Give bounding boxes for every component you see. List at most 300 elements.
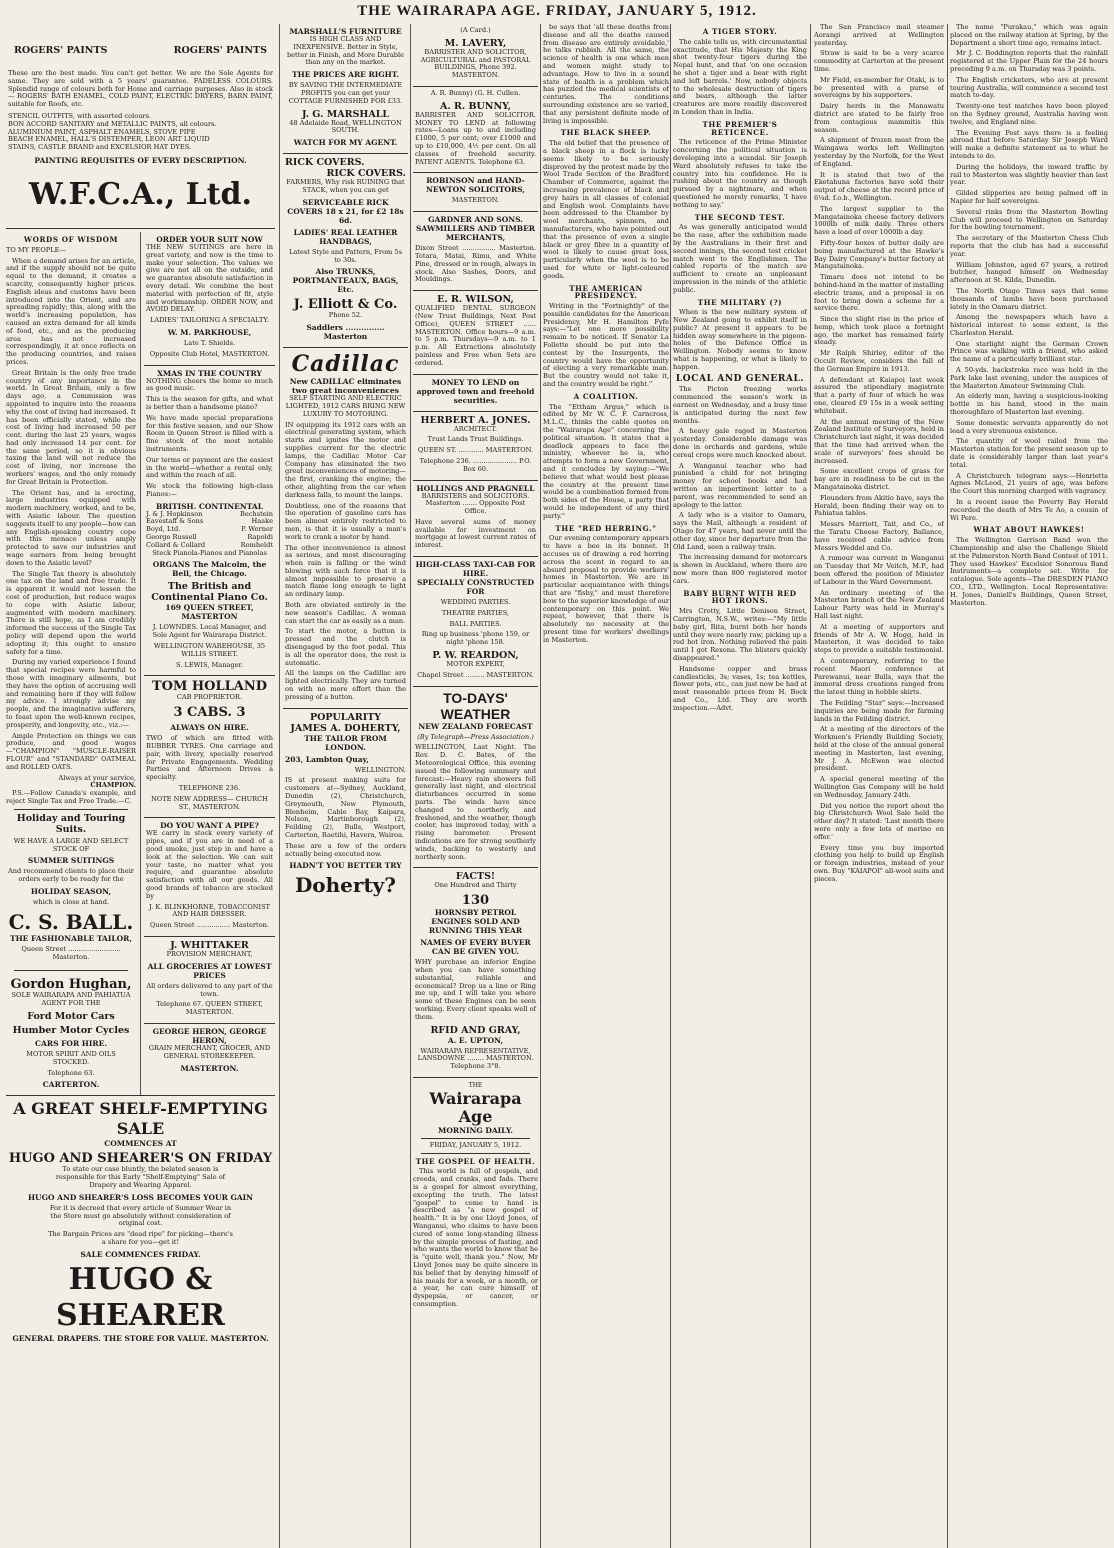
parkhouse-addr: Opposite Club Hotel, MASTERTON.: [149, 349, 270, 358]
baby-body: Handsome copper and brass candlesticks, 3s; vases, 1s; tea kettles, flower pots, etc., can just now be had at most reasonable prices from H. Bock and Co., Ltd. They are worth inspection.—Advt.: [673, 664, 807, 712]
cadillac-sub: SELF STARTING AND ELECTRIC LIGHTED, 1912 CARS BRING NEW LUXURY TO MOTORING.: [285, 394, 406, 418]
local-para: A Christchurch telegram says:—Henrietta Agnes McLeod, 21 years of age, was before the Court this morning charged with vagrancy.: [950, 471, 1108, 496]
doherty-big: Doherty?: [294, 873, 397, 898]
doherty-ad: [283, 709, 408, 901]
rfid-name: RFID AND GRAY,: [430, 1024, 521, 1036]
marshall-heading: MARSHALL'S FURNITURE: [289, 27, 402, 36]
age-sub: MORNING DAILY.: [438, 1125, 513, 1135]
order-body: THE NEW SUITINGS are here in great variety, and now is the time to make your selection. The values we give are not all on the outside, and we guarantee absolute satisfaction in every detail. We combine the best material with perfection of fit, style and workmanship. ORDER NOW, and AVOID DELAY.: [146, 242, 273, 314]
column-4: [543, 24, 669, 1546]
black-sheep-body: The old belief that the presence of a black sheep in a flock is lucky seems likely to be seriously disproved by the protest made by the Wool Trade Section of the Bradford Chamber of Commerce, against the increasing prevalence of black and grey hairs in all classes of colonial and English wool. Complaints have been addressed to the Chamber by wool merchants, spinners, and manufacturers, who have pointed out that the presence of even a single black or grey fibre in a quantity of wool is likely to cause great loss, particularly when the wool is to be used for white or light-coloured goods.: [543, 139, 669, 280]
cadillac-logo: Cadillac: [291, 351, 400, 378]
lavery-body: BARRISTER AND SOLICITOR, AGRICULTURAL and PASTORAL BUILDINGS, Phone 392. MASTERTON.: [420, 47, 531, 80]
wisdom-para: Ample Protection on things we can produce, and good wages—"CHAMPION" "MUSCLE-RAISER FLOUR" and "STANDARD" OATMEAL and ROLLED OATS.: [6, 731, 136, 771]
gardner-name: GARDNER AND SONS. SAWMILLERS AND TIMBER MERCHANTS,: [415, 215, 536, 243]
wilson-body: QUALIFIED DENTAL SURGEON (New Trust Buildings, Next Post Office), QUEEN STREET ...... MASTERTON. Office hours—9 a.m. to 5 p.m. Thursdays—9 a.m. to 1 p.m. All Extractions absolutely painless and Free when Sets are ordered.: [415, 304, 536, 367]
local-para: It is stated that two of the Eketahuna factories have sold their output of cheese at the record price of 6¼d. f.o.b., Wellington.: [814, 170, 944, 202]
doherty-body: These are a few of the orders actually being executed now.: [285, 841, 406, 858]
local-para: Mr J. C. Boddington reports that the rainfall registered at the Upper Plain for the 24 hours preceding 9 a.m. on Thursday was 3 points.: [950, 49, 1108, 73]
wisdom-sign: Always at your service,: [58, 773, 136, 782]
suitings-line: And recommend clients to place their orders early to be ready for the: [8, 867, 134, 884]
piano-british: George Russell: [146, 533, 197, 542]
article-continuation: be says that 'all these deaths from disease and all the deaths caused from disease are entirely avoidable,' he talks rubbish. All the same, the science of health is one which men and women might study to advantage. How to live in a sound state of health is a problem which has puzzled the medical scientists of centuries. The conditions surrounding existence are so varied, that any persistent definite mode of living is impossible.: [543, 24, 669, 125]
marshall-prices: THE PRICES ARE RIGHT.: [292, 70, 399, 80]
csball-name: C. S. BALL.: [8, 909, 134, 934]
bunny-name: A. R. BUNNY,: [439, 100, 512, 112]
local-para: A 50-yds. backstroke race was held in the Park lake last evening, under the auspices of the Masterton Amateur Swimming Club.: [950, 366, 1108, 390]
order-suit-ad: [144, 232, 275, 366]
second-test-body: As was generally anticipated would be the case, after the exhibition made by the Australians in their first and second innings, the second test cricket match went to the Englishmen. The cabled reports of the match are sufficient to create an unpleasant impression in the minds of the athletic public.: [673, 223, 807, 294]
marshall-watch: WATCH FOR MY AGENT.: [293, 138, 398, 148]
divider: [14, 970, 128, 971]
whittaker-line: ALL GROCERIES AT LOWEST PRICES: [147, 961, 272, 980]
hawkes-heading: WHAT ABOUT HAWKES!: [973, 525, 1085, 535]
facts-heading: FACTS!: [455, 871, 496, 883]
organs: ORGANS The Malcolm, the Bell, the Chicago.: [152, 560, 267, 579]
age-date: FRIDAY, JANUARY 5, 1912.: [429, 1140, 522, 1149]
facts-line: One Hundred and Thirty: [434, 881, 517, 890]
weather-sub: NEW ZEALAND FORECAST: [418, 721, 533, 731]
suitings-line: SUMMER SUITINGS: [27, 856, 115, 866]
marshall-body: BY SAVING THE INTERMEDIATE PROFITS you can get your COTTAGE FURNISHED FOR £33.: [288, 81, 403, 105]
rogers-list-item: BON ACCORD SANITARY and METALLIC PAINTS, all colours.: [8, 119, 217, 128]
gordon-line: Telephone 63.: [47, 1068, 95, 1077]
heron-name: GEORGE HERON, GEORGE HERON,: [152, 1026, 267, 1045]
column-rule: [410, 24, 411, 1548]
baby-heading: BABY BURNT WITH RED HOT IRONS.: [683, 588, 797, 606]
xmas-ad: [144, 366, 275, 677]
column-5: [673, 24, 807, 1546]
reardon-line: Chapel Street ......... MASTERTON.: [417, 670, 534, 679]
hadnt-you: HADN'T YOU BETTER TRY: [289, 861, 402, 871]
sale-headline: A GREAT SHELF-EMPTYING SALE: [13, 1099, 268, 1139]
rogers-title-left: ROGERS' PAINTS: [14, 45, 108, 56]
local-para: During the holidays, the inward traffic by rail to Masterton was slightly heavier than last year.: [950, 162, 1108, 187]
local-para: Timaru does not intend to be behind-hand in the matter of installing electric trams, and a proposal is on foot to bring down a scheme for a service there.: [814, 273, 944, 313]
column-6: [814, 24, 944, 1546]
elliott-phone: Phone 52.: [328, 311, 363, 320]
coalition-heading: A COALITION.: [573, 391, 639, 401]
local-para: A defendant at Kaiapoi last week assured the stipendiary magistrate that a party of four of which he was one, cleared £9 15s in a week setting whitebait.: [814, 375, 944, 415]
column-rule: [540, 24, 541, 1548]
column-rule: [279, 24, 280, 1548]
heron-line: MASTERTON.: [180, 1063, 239, 1073]
hugo-logo: HUGO & SHEARER: [56, 1261, 225, 1333]
column-1: [6, 24, 275, 1546]
rogers-list-item: STAINS, CASTLE BRAND and EXCELSIOR HAT DYES.: [8, 143, 192, 152]
hollings-card: [413, 481, 538, 558]
lavery-name: M. LAVERY,: [444, 37, 507, 49]
column-3: [413, 24, 538, 1546]
local-para: A heavy gale raged in Masterton yesterday. Considerable damage was done in orchards and gardens, while cereal crops were much knocked about.: [673, 427, 807, 459]
bcp-wgtn: WELLINGTON WAREHOUSE, 35 WILLIS STREET.: [153, 642, 266, 658]
doherty-name: JAMES A. DOHERTY,: [290, 722, 401, 734]
local-para: A rumour was current in Wanganui on Tuesday that Mr Veitch, M.P., had been offered the position of Minister of Labour in the Ward Government.: [814, 554, 944, 586]
reardon-name: P. W. REARDON,: [432, 650, 519, 662]
local-para: At a meeting of supporters and friends of Mr A. W. Hogg, held in Masterton, it was decided to take steps to provide a suitable testimonial.: [814, 622, 944, 655]
local-para: A lady who is a visitor to Oamaru, says the Mail, although a resident of Otago for 47 years, had never until the other day, since her departure from the Old Land, seen a railway train.: [673, 511, 807, 551]
local-heading: LOCAL AND GENERAL.: [675, 373, 805, 384]
facts-line: NAMES OF EVERY BUYER CAN BE GIVEN YOU.: [420, 938, 531, 957]
taxi-line: WEDDING PARTIES.: [440, 598, 511, 607]
weather-body: WELLINGTON, Last Night. The Rev. D. C. Bates, of the Meteorological Office, this evening issued the following summary and forecast:—Heavy rain showers fell generally last night, and electrical disturbances occurred in some parts. The winds have since changed to northerly, and freshened, and the weather, though cooler, has improved today, with a rising barometer. Present indications are for strong southerly winds, backing to westerly and northerly soon.: [415, 743, 536, 861]
tom-body: TWO of which are fitted with RUBBER TYRES. One carriage and pair, with livery, specially reserved for Private Engagements. Wedding Parties and Afternoon Drives a specialty.: [146, 734, 273, 782]
reticence-heading: THE PREMIER'S RETICENCE.: [702, 119, 778, 137]
cadillac-para: IN equipping its 1912 cars with an electrical generating system, which starts and ignites the motor and supplies current for the electric lamps, the Cadillac Motor Car Company has eliminated the two great inconveniences of motoring—the first, cranking the engine; the other, alighting from the car when darkness falls, to mount the lamps.: [285, 420, 406, 499]
parkhouse-sub: Late T. Shields.: [183, 338, 236, 347]
pipe-heading: DO YOU WANT A PIPE?: [160, 821, 259, 831]
american-heading: THE AMERICAN PRESIDENCY.: [569, 283, 643, 301]
local-para: Every time you buy imported clothing you help to build up English or foreign industries, instead of your own. Buy "KAIAPOI" all-wool suits and pieces.: [814, 843, 944, 883]
bcp-lewis: S. LEWIS, Manager.: [175, 660, 244, 669]
order-heading: ORDER YOUR SUIT NOW: [156, 234, 263, 244]
whittaker-line: PROVISION MERCHANT,: [166, 949, 253, 958]
gospel-body: This world is full of gospels, and creeds, and cranks, and fads. There is a gospel for almost everything, excepting the truth. The latest "gospel" to come to hand is described as "a new gospel of health." It is by one Lloyd Jones, of Wanganui, who claims to have been cured of some long-standing illness by the simple process of fasting, and who wants the world to know that he is "quite well, thank you." Now, Mr Lloyd Jones may be quite sincere in his belief that by denying himself of his meals for a week, or a month, or a year, he can cure himself of dyspepsia, or cancer, or consumption.: [413, 1167, 538, 1308]
jones-line: Telephone 236. ..................... P.O. Box 60.: [419, 456, 532, 473]
suitings-line: HOLIDAY SEASON,: [30, 886, 112, 896]
piano-continental: Romheldt: [240, 540, 273, 549]
rogers-list-item: ALUMINIUM PAINT, ASPHALT ENAMELS, STOVE PIPE: [8, 127, 196, 136]
reardon-line: MOTOR EXPERT,: [446, 660, 505, 669]
piano-british: Collard & Collard: [146, 540, 206, 549]
sale-store: HUGO AND SHEARER'S ON FRIDAY: [8, 1151, 273, 1167]
rick-heading: RICK COVERS.: [326, 168, 406, 180]
doherty-sub: THE TAILOR FROM LONDON.: [304, 733, 387, 752]
local-para: At the annual meeting of the New Zealand Institute of Surveyors, held in Christchurch last night, it was decided that the time had arrived when the scale of surveyors' fees should be increased.: [814, 417, 944, 465]
wisdom-sign-name: CHAMPION.: [90, 781, 136, 790]
wisdom-para: When a demand arises for an article, and if the supply should not be quite equal to the demand, it creates a scarcity, consequently higher prices. English ideas and customs have been introduced into the Orient, and are spreading rapidly; this, along with the world's increasing population, has caused an extra demand for all kinds of food, etc., and as the producing area has not increased correspondingly, it at once reflects on the producing countries, and raises prices.: [6, 256, 136, 366]
gordon-line: Ford Motor Cars: [27, 1010, 115, 1022]
doherty-addr: 203, Lambton Quay,: [285, 754, 369, 764]
holiday-heading: Holiday and Touring Suits.: [16, 812, 126, 835]
wisdom-sub: TO MY PEOPLE—: [6, 245, 66, 254]
gordon-ad: [6, 974, 136, 1095]
local-para: Mr Field, ex-member for Otaki, is to be presented with a purse of sovereigns by his supporters.: [814, 75, 944, 100]
suitings-line: which is close at hand.: [32, 897, 110, 906]
local-para: Messrs Marriott, Tait, and Co., of the Taratu Cheese Factory, Ballance, have received cable advice from Messrs Weddel and Co.: [814, 520, 944, 552]
whittaker-ad: [144, 937, 275, 1024]
rogers-body: These are the best made. You can't get better. We are the Sole Agents for same. They are sold with a 5 years' guarantee. FADELESS COLOURS. Splendid range of colours both for Home and carriage purposes. Also in stock — ROGERS' BATH ENAMEL, COLD PAINT, ELECTRIC DRYERS, BARN PAINT, suitable for Roofs, etc.: [8, 69, 273, 109]
cadillac-para: To start the motor, a button is pressed and the clutch is disengaged by the foot pedal. This is all the operator does, the rest is automatic.: [285, 627, 406, 667]
military-heading: THE MILITARY (?): [697, 297, 783, 307]
gordon-name: Gordon Hughan,: [10, 977, 132, 993]
sale-body: To state our case bluntly, the belated season is responsible for this Early "Shelf-Emptying" Sale of Drapery and Wearing Apparel.: [55, 1165, 226, 1189]
hollings-line: BARRISTERS and SOLICITORS. Masterton ....... Opposite Post Office.: [421, 491, 530, 516]
suitings-ad: [6, 835, 136, 968]
bcp-addr: 169 QUEEN STREET, MASTERTON: [165, 603, 254, 622]
local-para: The increasing demand for motorcars is shown in Auckland, where there are now more than 800 registered motor cars.: [673, 553, 807, 585]
tom-line: CAB PROPRIETOR.: [176, 693, 243, 702]
wfca-logo: W.F.C.A., Ltd.: [29, 176, 252, 212]
local-para: An ordinary meeting of the Masterton branch of the New Zealand Labour Party was held in Murray's Hall last night.: [814, 588, 944, 620]
gordon-line: CARS FOR HIRE.: [35, 1038, 107, 1048]
pipe-ad: [144, 818, 275, 937]
local-para: Some domestic servants apparently do not lead a very strenuous existence.: [950, 418, 1108, 435]
tom-line: TELEPHONE 236.: [178, 784, 241, 793]
masthead: THE WAIRARAPA AGE. FRIDAY, JANUARY 5, 1912.: [357, 3, 757, 19]
marshall-addr: 48 Adelaide Road, WELLINGTON SOUTH.: [289, 118, 402, 135]
herring-body: Our evening contemporary appears to have a bee in its bonnet. It accuses us of drawing a red herring across the scent in regard to an absurd proposal to provide workers' homes in Masterton. We are in particular acquaintance with things that are "fishy," and must therefore bow to the superior knowledge of our contemporary on this point. We repeat, however, that there is absolutely no necessity at the present time for workers' dwellings in Masterton.: [543, 534, 669, 644]
local-para: One starlight night the German Crown Prince was walking with a friend, who asked the name of a particularly brilliant star.: [950, 339, 1108, 364]
cadillac-para: The other inconvenience is almost as serious, and most discouraging when rain is falling or the wind blowing with such force that it is almost impossible to preserve a match flame long enough to light an ordinary lamp.: [285, 543, 406, 599]
xmas-body: Our terms or payment are the easiest in the world—whether a rental only, and within the reach of all.: [146, 455, 273, 480]
tom-line: NOTE NEW ADDRESS— CHURCH ST., MASTERTON.: [151, 794, 268, 811]
local-para: The largest supplier to the Mangatainoka cheese factory delivers 1000lb of milk daily. Three others have a load of over 1000lb a day.: [814, 204, 944, 237]
wisdom-ps: P.S.—Follow Canada's example, and reject Single Tax and Free Trade.—C.: [6, 789, 136, 805]
sale-loss: HUGO AND SHEARER'S LOSS BECOMES YOUR GAIN: [27, 1192, 254, 1202]
pianos-steck: Steck Pianola-Pianos and Pianolas: [152, 548, 267, 557]
cadillac-para: All the lamps on the Cadillac are lighted electrically. They are turned on with no more effort than the pressing of a button.: [285, 669, 406, 701]
hornsby-ad: [413, 868, 538, 1078]
rick-serv: SERVICEABLE RICK COVERS 18 x 21, for £2 18s 6d.: [287, 197, 404, 225]
local-para: A shipment of frozen meat from the Waingawa works left Wellington yesterday by the Norfolk, for the West of England.: [814, 136, 944, 168]
bcp-name: The British and Continental Piano Co.: [151, 581, 268, 604]
tiger-heading: A TIGER STORY.: [702, 27, 778, 36]
column-2: [283, 24, 408, 1546]
facts-number: 130: [461, 893, 490, 909]
money-body: MONEY TO LEND on approved town and freehold securities.: [416, 377, 535, 405]
piano-continental: Rapoldi: [247, 533, 273, 542]
cadillac-heading: New CADILLAC eliminates two great inconveniences: [289, 377, 402, 396]
local-para: A contemporary, referring to the recent Maori conference at Parewanui, near Bulls, says that the immoral dress creations ranged from the latest thing in hobble skirts.: [814, 656, 944, 697]
wisdom-para: Great Britain is the only free trade country of any importance in the world. In Great Britain, only a few days ago, a Commission was appointed to inquire into the reasons why the cost of living had increased. It has been officially stated, while the cost of living had increased 50 per cent. during the last 25 years, wages had only increased 14 per cent. for the same period, so it is obvious taxing the land will not reduce the cost of living, nor increase the workers' wages, and the only remedy for Great Britain is Protection.: [6, 368, 136, 486]
local-para: Mr Ralph Shirley, editor of the Occult Review, considers the fall of the German Empire in 1913.: [814, 349, 944, 373]
taxi-line: SPECIALLY CONSTRUCTED FOR: [416, 578, 534, 597]
pianos-title: BRITISH. CONTINENTAL: [155, 501, 264, 511]
rogers-list-item: STENCIL OUTFITS, with assorted colours.: [8, 111, 152, 120]
sale-body: The Bargain Prices are "dead ripe" for picking—there's a share for you—get it!: [48, 1230, 233, 1246]
wisdom-heading: WORDS OF WISDOM: [23, 234, 119, 244]
military-body: When is the new military system of New Zealand going to exhibit itself in public? At present it appears to be hidden away somewhere in the pigeon-holes of the Defence Office in Wellington. Nobody seems to know what is happening, or what is likely to happen.: [673, 308, 807, 371]
gordon-line: Humber Motor Cycles: [12, 1024, 130, 1036]
tiger-body: The cable tells us, with circumstantial exactitude, that His Majesty the King shot twenty-four tigers during the Nepal hunt, and that 'on one occasion he shot a tiger and a bear with right and left barrels.' Now, nobody objects to the wholesale destruction of tigers and bears, although the latter creatures are more readily discovered in London than in India.: [673, 37, 807, 116]
american-body: Writing in the "Fortnightly" of the possible candidates for the American Presidency, Mr H. Hamilton Fyfe says:—"Let one more possibility remain to be noticed. If Senator La Follette should be put into the contest by the Insurgents, the country would have the opportunity of electing a very remarkable man. But the country would not take it, and the country would be right.": [543, 302, 669, 389]
wisdom-para: The Orient has, and is erecting, large industries equipped with modern machinery, worked, and to be, with Asiatic labour. The question suggests itself to any people—how can any English-speaking country cope with this menace unless amply protected to save our industries and wage earners from being brought down to the Asiatic level?: [6, 488, 136, 567]
ladies-bags: LADIES' REAL LEATHER HANDBAGS,: [293, 227, 398, 246]
local-para: The name "Purakau," which was again placed on the railway station at Spring, by the Department a short time ago, remains intact.: [950, 24, 1108, 47]
hollings-body: Have several sums of money available for investment on mortgage at lowest current rates of interest.: [415, 517, 536, 550]
doherty-body: IS at present making suits for customers at—Sydney, Auckland, Dunedin (2), Christchurch, Greymouth, New Plymouth, Blenheim, Cable Bay, Kaipara, Nelson, Martinborough (2), Feilding (2), Bulls, Westport, Carterton, Raetihi, Havera, Wairoa.: [285, 776, 406, 840]
rogers-list-item: BEACH ENAMEL, HALL'S DISTEMPER, LEON ART LIQUID: [8, 135, 210, 144]
whittaker-name: J. WHITTAKER: [170, 939, 249, 951]
gordon-line: CARTERTON.: [42, 1080, 100, 1090]
local-para: A special general meeting of the Wellington Gas Company will be held on Wednesday, January 24th.: [814, 775, 944, 799]
bcp-mgr: J. LOWNDES. Local Manager, and Sole Agent for Wairarapa District.: [152, 623, 267, 640]
column-rule: [810, 24, 811, 1548]
jones-line: QUEEN ST. ............ MASTERTON.: [417, 446, 534, 455]
xmas-heading: XMAS IN THE COUNTRY: [157, 368, 262, 378]
piano-british: J. & J. Hopkinson: [146, 509, 203, 518]
local-para: At a meeting of the directors of the Workmen's Friendly Building Society, held at the close of the annual general meeting in Masterton, last evening, Mr J. A. McEwen was elected president.: [814, 725, 944, 773]
jones-line: ARCHITECT.: [454, 424, 497, 433]
csball-sub: THE FASHIONABLE TAILOR,: [9, 933, 132, 943]
tom-holland-ad: [144, 676, 275, 818]
two-column-section: [6, 232, 275, 1095]
card-label: (A Card.): [460, 26, 491, 34]
local-para: Several rinks from the Masterton Bowling Club will proceed to Wellington on Saturday for the bowling tournament.: [950, 207, 1108, 232]
marshall-body: IS HIGH CLASS AND INEXPENSIVE. Better in Style, better in Finish, and More Durable than any on the market.: [286, 35, 405, 67]
taxi-heading: HIGH-CLASS TAXI-CAB FOR HIRE.: [415, 560, 536, 579]
local-para: Twenty-one test matches have been played on the Sydney ground, Australia having won twelve, and England nine.: [950, 102, 1108, 126]
local-para: William Johnston, aged 67 years, a retired butcher, hanged himself on Wednesday afternoon at St. Kilda, Dunedin.: [950, 260, 1108, 285]
xmas-body: We stock the following high-class Pianos:—: [146, 482, 273, 498]
taxi-line: Ring up business 'phone 159, or night 'phone 158.: [421, 630, 530, 647]
xmas-body: This is the season for gifts, and what is better than a handsome piano?: [146, 395, 273, 411]
piano-continental: Bechstein: [240, 509, 273, 518]
column-rule: [947, 24, 948, 1548]
taxi-ad: [413, 557, 538, 687]
local-para: The San Francisco mail steamer Aorangi arrived at Wellington yesterday.: [814, 24, 944, 47]
pipe-addr: Queen Street ................ Masterton.: [149, 921, 270, 930]
local-para: Flounders from Akitio have, says the Herald, been finding their way on to Pahiatua tables.: [814, 493, 944, 518]
rogers-title-right: ROGERS' PAINTS: [173, 45, 267, 56]
bunny-names: A. R. Bunny) (G. H. Cullen.: [430, 88, 521, 97]
age-the: THE: [468, 1081, 483, 1089]
pipe-body: WE carry in stock every variety of pipes, and if you are in need of a good smoke, just step in and have a look at the selection. We can suit your taste, no matter what you require, and guarantee absolute satisfaction with all our goods. All good brands of tobacco are stocked by: [146, 829, 273, 900]
cadillac-para: Doubtless, one of the reasons that the operation of gasoline cars has been almost entirely restricted to men, is that it is usually a man's work to crank a motor by hand.: [285, 501, 406, 541]
baby-body: Mrs Crotty, Little Denison Street, Carrington, N.S.W., writes:—"My little baby girl, Rita, burnt both her hands until they were nearly raw, picking up a red hot iron. Nothing relieved the pain until I got Rexona. The blisters quickly disappeared.": [673, 607, 807, 662]
xmas-body: NOTHING cheers the home so much as good music.: [146, 376, 273, 393]
age-nameplate: [413, 1082, 538, 1154]
gordon-line: SOLE WAIRARAPA AND PAHIATUA AGENT FOR THE: [11, 991, 131, 1008]
column-rule: [670, 24, 671, 1548]
gordon-line: MOTOR SPIRIT AND OILS STOCKED.: [26, 1049, 116, 1066]
rfid-line: A. E. UPTON,: [447, 1035, 504, 1045]
piano-continental: P. Werner: [241, 525, 273, 534]
sale-commences-friday: SALE COMMENCES FRIDAY.: [80, 1249, 201, 1259]
column-1a: [6, 232, 136, 1095]
marshall-name: J. G. MARSHALL: [301, 108, 390, 120]
cadillac-ad: [283, 348, 408, 708]
piano-british: Eavestaff & Sons: [146, 517, 204, 526]
rick-heading: RICK COVERS.: [285, 157, 365, 169]
weather-byline: (By Telegraph—Press Association.): [417, 732, 534, 741]
facts-line: HORNSBY PETROL ENGINES SOLD AND RUNNING THIS YEAR: [428, 908, 523, 936]
rick-body: FARMERS, Why risk RUINING that STACK, when you can get: [286, 178, 405, 194]
local-para: The Evening Post says there is a feeling abroad that before Saturday Sir Joseph Ward will make a definite statement as to what he intends to do.: [950, 128, 1108, 160]
robinson-addr: MASTERTON.: [451, 196, 500, 205]
rogers-list: [8, 113, 273, 152]
rogers-footer: PAINTING REQUISITES OF EVERY DESCRIPTION.: [34, 155, 247, 165]
elliott-name: J. Elliott & Co.: [293, 297, 398, 313]
local-para: Some excellent crops of grass for hay are in readiness to be cut in the Mangatainoka district.: [814, 467, 944, 492]
piano-british: Boyd, Ltd.: [146, 525, 181, 534]
local-para: An elderly man, having a suspicious-looking bottle in his hand, stood in the main thoroughfare of Masterton last evening.: [950, 392, 1108, 417]
age-title: Wairarapa Age: [429, 1088, 522, 1126]
piano-continental: Haake: [251, 517, 273, 526]
wisdom-para: The Single Tax theory is absolutely one tax on the land and free trade. It is apparent it would not lessen the cost of production, but reduce wages to cope with Asiatic labour, augmented with modern machinery. There is still hope, as I am credibly informed the success of the Single Tax policy will depend upon the world adopting it; this ought to ensure safety for a time.: [6, 569, 136, 656]
csball-addr: Queen Street ......................... Masterton.: [21, 944, 121, 961]
parkhouse-name: W. M. PARKHOUSE,: [167, 327, 252, 337]
wisdom-para: During my varied experience I found that special recipes were harmful to those with imaginary ailments, but they have the option of accrusing well and remaining here if they will follow my advice. I strongly advise my people, and the imaginative sufferers, to feast upon the well-known recipes, prosperity, and longevity, etc., viz.:—: [6, 658, 136, 729]
local-para: The Picton freezing works commenced the season's work in earnest on Wednesday, and a busy time is anticipated during the next few months.: [673, 385, 807, 425]
local-para: The quantity of wool railed from the Masterton station for the present season up to date is considerably larger than last year's total.: [950, 437, 1108, 469]
rick-covers-ad: [283, 154, 408, 348]
order-ladies: LADIES' TAILORING A SPECIALTY.: [149, 316, 270, 325]
taxi-line: THEATRE PARTIES,: [441, 608, 510, 617]
tom-line: 3 CABS. 3: [173, 705, 246, 721]
facts-body: WHY purchase an inferior Engine when you can have something substantial, reliable and economical? Drop us a line or Ring me up, and I will take you where some of these Engines can be seen working. Every client speaks well of them.: [415, 958, 536, 1021]
local-para: Did you notice the report about the big Christchurch Wool Sale held the other day? It stated: 'Last month there were only a few lots of merino on offer.': [814, 801, 944, 841]
wilson-card: [413, 291, 538, 374]
elliott-addr: Saddlers ............... Masterton: [306, 323, 385, 342]
divider: [14, 809, 128, 810]
tom-name: TOM HOLLAND: [151, 679, 268, 695]
herring-heading: THE "RED HERRING.": [555, 523, 657, 533]
xmas-body: We have made special preparations for this festive season, and our Show Room in Queen Street is filled with a fine stock of the most notable instruments.: [146, 413, 273, 453]
pipe-sign: J. K. BLINKHORNE, TOBACCONIST AND HAIR DRESSER.: [148, 902, 271, 919]
local-para: Fifty-four boxes of butter daily are being manufactured at the Hawke's Bay Dairy Company's butter factory at Mangatainoka.: [814, 238, 944, 271]
local-para: Straw is said to be a very scarce commodity at Carterton at the present time.: [814, 49, 944, 73]
sale-commences: COMMENCES AT: [104, 1139, 177, 1149]
local-para: The secretary of the Masterton Chess Club reports that the club has had a successful year.: [950, 234, 1108, 258]
bunny-body: BARRISTER AND SOLICITOR. MONEY TO LEND at following rates—Loans up to and including £1000, 5 per cent; over £1000 and up to £10,000, 4½ per cent. On all classes of freehold security. PATENT AGENTS. Telephone 63.: [415, 110, 536, 166]
tom-line: ALWAYS ON HIRE.: [170, 723, 249, 733]
trunks: Also TRUNKS, PORTMANTEAUX, BAGS, Etc.: [292, 267, 399, 295]
hugo-sub: GENERAL DRAPERS. THE STORE FOR VALUE. MASTERTON.: [12, 1333, 269, 1343]
gardner-body: Dixon Street ................ Masterton. Totara, Matai, Rimu, and White Pine, dressed or in rough, always in stock. Also Sashes, Doors, and Mouldings.: [415, 244, 536, 284]
cadillac-para: Both are obviated entirely in the new season's Cadillac. A woman can start the car as easily as a man.: [285, 601, 406, 625]
hollings-name: HOLLINGS AND PRAGNELL: [416, 483, 535, 493]
local-para: In a recent issue the Poverty Bay Herald recorded the death of Mrs Te Ao, a cousin of Wi Pere.: [950, 498, 1108, 522]
black-sheep-heading: THE BLACK SHEEP.: [560, 128, 652, 138]
gardner-card: [413, 212, 538, 291]
suitings-line: WE HAVE A LARGE AND SELECT STOCK OF: [13, 836, 129, 853]
weather-heading: TO-DAYS' WEATHER: [440, 689, 511, 722]
local-para: Dairy herds in the Manawatu district are stated to be fairly free from contagious mammitis this season.: [814, 102, 944, 134]
jones-card: [413, 412, 538, 481]
popularity: POPULARITY: [309, 711, 382, 723]
whittaker-line: All orders delivered to any part of the town.: [146, 981, 273, 998]
reticence-body: The reticence of the Prime Minister concerning the political situation is developing into a scandal. Sir Joseph Ward absolutely refuses to take the country into his confidence. He is rushing about the country as though pursued by a nightmare, and when questioned he merely remarks, 'I have nothing to say.': [673, 138, 807, 209]
local-para: The Feilding "Star" says:—Increased inquiries are being made for farming lands in the Feilding district.: [814, 698, 944, 723]
local-para: The English cricketers, who are at present touring Australia, will commence a second test match to-day.: [950, 75, 1108, 100]
local-para: Among the newspapers which have a historical interest to some extent, is the Charleston Herald.: [950, 313, 1108, 337]
sale-body: For it is decreed that every article of Summer Wear in the Store must go absolutely without consideration of original cost.: [49, 1203, 232, 1228]
divider: [421, 1138, 530, 1139]
robinson-name: ROBINSON and HAND-NEWTON SOLICITORS,: [426, 176, 525, 195]
local-para: A Wanganui teacher who had punished a child for not bringing money for school books and had written an impertinent letter to a parent, was recommended to send an apology to the latter.: [673, 461, 807, 509]
column-7: [950, 24, 1108, 1546]
doherty-city: WELLINGTON.: [354, 765, 406, 774]
heron-line: GRAIN MERCHANT, GROCER, AND GENERAL STOREKEEPER.: [148, 1043, 271, 1060]
local-para: Gilded slipperies are being palmed off in Napier for half sovereigns.: [950, 189, 1108, 205]
wilson-name: E. R. WILSON,: [437, 294, 514, 306]
jones-name: HERBERT A. JONES.: [420, 414, 531, 426]
hugo-shearer-ad: [6, 1095, 275, 1348]
weather-section: [413, 687, 538, 869]
robinson-card: [413, 173, 538, 212]
divider: [421, 1153, 530, 1154]
whittaker-line: Telephone 67. QUEEN STREET, MASTERTON.: [156, 1000, 263, 1017]
jones-line: Trust Lands Trust Buildings.: [427, 435, 524, 444]
hawkes-body: The Wellington Garrison Band won the Championship and also the Challenge Shield at the Palmerston North Band Contest of 1911. They used Hawkes' Excelsior Sonorous Band Instruments—a complete set. Write for catalogue. Sole agents—The DRESDEN PIANO CO., LTD., Wellington. Local Representative: H. Jones, Daniell's Buildings, Queen Street, Masterton.: [950, 536, 1108, 607]
column-1b: [140, 232, 275, 1095]
rogers-paints-ad: [6, 24, 275, 229]
bunny-card: [413, 87, 538, 173]
local-para: The North Otago Times says that some thousands of lambs have been purchased lately in the Oamaru district.: [950, 286, 1108, 311]
lavery-card: [413, 24, 538, 87]
marshall-ad: [283, 24, 408, 154]
coalition-body: The "Ettham Argus," which is edited by Mr W. C. F. Carncross, M.L.C., thinks the cable quotes on the "Wairarapa Age" concerning the political situation. It states that a deadlock appears to face the ministry, whoever he is, who attempts to form a new Government, and it concludes by saying:—"We believe that what would best please the country at the present time would be a combination formed from both sides of the House, a party that would be independent of any third party.": [543, 402, 669, 520]
taxi-line: BALL PARTIES.: [449, 619, 502, 628]
ladies-bags-sub: Latest Style and Pattern, From 5s to 30s.: [289, 247, 402, 264]
money-card: [413, 375, 538, 412]
gospel-heading: THE GOSPEL OF HEALTH.: [415, 1156, 536, 1166]
rfid-line: WAIRARAPA REPRESENTATIVE, LANSDOWNE ........ MASTERTON. Telephone 3°8.: [417, 1046, 534, 1071]
second-test-heading: THE SECOND TEST.: [694, 212, 786, 222]
local-para: Since the slight rise in the price of hemp, which took place a fortnight ago, the market has remained fairly steady.: [814, 315, 944, 347]
